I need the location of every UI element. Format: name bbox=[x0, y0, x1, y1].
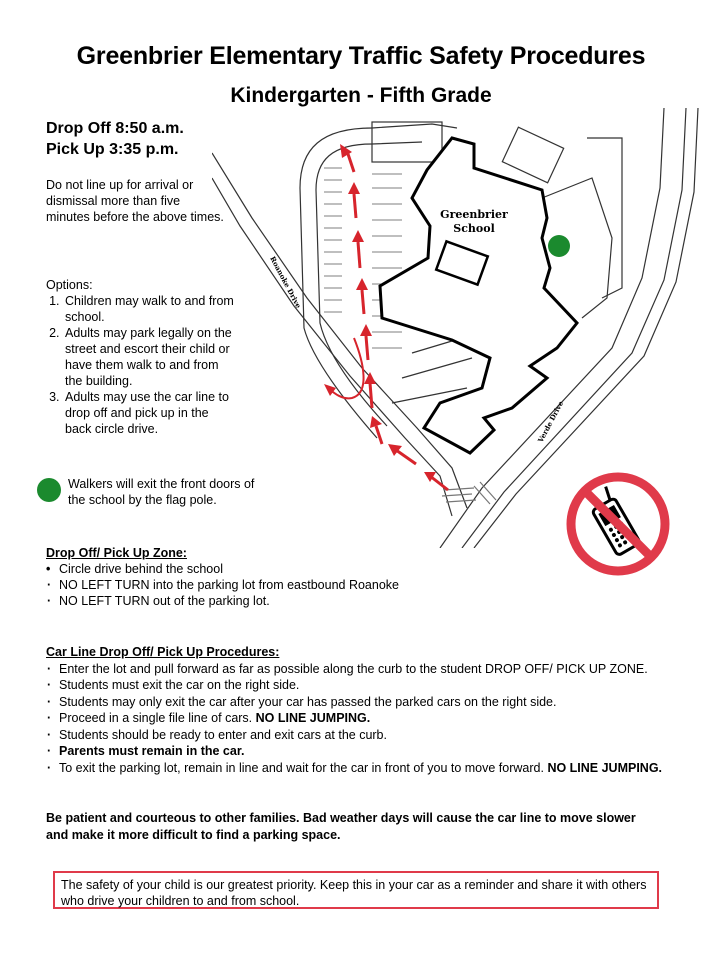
carline-item-text: Students should be ready to enter and exit cars at the curb. bbox=[59, 727, 387, 742]
safety-reminder-box: The safety of your child is our greatest priority. Keep this in your car as a reminder and share it with others who drive your children to and from school. bbox=[53, 871, 659, 909]
school-building bbox=[380, 138, 577, 453]
walkways bbox=[392, 338, 472, 403]
options-heading: Options: bbox=[46, 278, 93, 292]
walkers-note: Walkers will exit the front doors of the school by the flag pole. bbox=[68, 477, 255, 507]
carline-heading: Car Line Drop Off/ Pick Up Procedures: bbox=[46, 645, 280, 659]
carline-item bbox=[46, 760, 662, 777]
car-line-section bbox=[46, 644, 662, 776]
carline-item: · Enter the lot and pull forward as far as possible along the curb to the student DROP OFF/ PICK UP ZONE. bbox=[46, 661, 662, 678]
carline-item-emphasis: Parents must remain in the car. bbox=[59, 744, 245, 758]
carline-item-text: Proceed in a single file line of cars. bbox=[59, 711, 256, 725]
school-label: Greenbrier bbox=[440, 208, 508, 221]
option-item: 2. Adults may park legally on the street and escort their child or have them walk to and from the building. bbox=[63, 325, 236, 389]
option-item: 1. Children may walk to and from school. bbox=[63, 293, 236, 325]
drop-off-zone-section bbox=[46, 545, 399, 609]
arrow-icon bbox=[388, 444, 416, 464]
carline-item: · Students must exit the car on the right side. bbox=[46, 677, 662, 694]
drive-top bbox=[372, 124, 457, 144]
options-list bbox=[46, 293, 236, 437]
circle-drive bbox=[300, 128, 377, 438]
front-lot bbox=[587, 138, 622, 298]
schedule-times bbox=[46, 118, 184, 160]
road-label-verde: Verde Drive bbox=[535, 399, 566, 444]
arrow-icon bbox=[370, 416, 382, 444]
arrival-note: Do not line up for arrival or dismissal more than five minutes before the above times. bbox=[46, 178, 224, 224]
zone-item: · NO LEFT TURN into the parking lot from eastbound Roanoke bbox=[46, 577, 399, 593]
no-phone-icon bbox=[564, 470, 672, 578]
zone-item: · NO LEFT TURN out of the parking lot. bbox=[46, 593, 399, 609]
school-label: School bbox=[453, 222, 495, 235]
page-subtitle: Kindergarten - Fifth Grade bbox=[230, 84, 492, 107]
carline-item-text: To exit the parking lot, remain in line and wait for the car in front of you to move forward. bbox=[59, 760, 548, 775]
arrow-icon bbox=[340, 144, 354, 172]
drop-off-time: Drop Off 8:50 a.m. bbox=[46, 120, 184, 137]
grid-building bbox=[502, 127, 563, 183]
carline-item-emphasis: NO LINE JUMPING. bbox=[255, 711, 371, 725]
carline-list bbox=[46, 661, 662, 777]
no-left-turn-arrowhead-icon bbox=[324, 384, 336, 396]
carline-item bbox=[46, 710, 662, 727]
arrow-icon bbox=[360, 324, 372, 360]
road-label-roanoke: Roanoke Drive bbox=[268, 254, 304, 310]
patience-note: Be patient and courteous to other families. Bad weather days will cause the car line to move slower and make it more difficult to find a parking space. bbox=[46, 811, 636, 842]
zone-list bbox=[46, 561, 399, 609]
arrow-icon bbox=[424, 472, 448, 490]
arrow-icon bbox=[352, 230, 364, 268]
option-item: 3. Adults may use the car line to drop off and pick up in the back circle drive. bbox=[63, 389, 236, 437]
carline-item bbox=[46, 743, 662, 760]
walker-exit-marker-icon bbox=[548, 235, 570, 257]
page-title: Greenbrier Elementary Traffic Safety Procedures bbox=[76, 42, 646, 70]
carline-item: · Students may only exit the car after your car has passed the parked cars on the right side. bbox=[46, 694, 662, 711]
carline-item-emphasis: NO LINE JUMPING. bbox=[547, 760, 663, 775]
zone-heading: Drop Off/ Pick Up Zone: bbox=[46, 546, 187, 560]
arrow-icon bbox=[356, 278, 368, 314]
zone-item: • Circle drive behind the school bbox=[46, 561, 399, 577]
roanoke-road-edge bbox=[212, 178, 452, 516]
arrow-icon bbox=[348, 182, 360, 218]
pick-up-time: Pick Up 3:35 p.m. bbox=[46, 141, 179, 158]
walker-marker-icon bbox=[37, 478, 61, 502]
options-section bbox=[46, 277, 236, 437]
carline-item bbox=[46, 727, 662, 744]
